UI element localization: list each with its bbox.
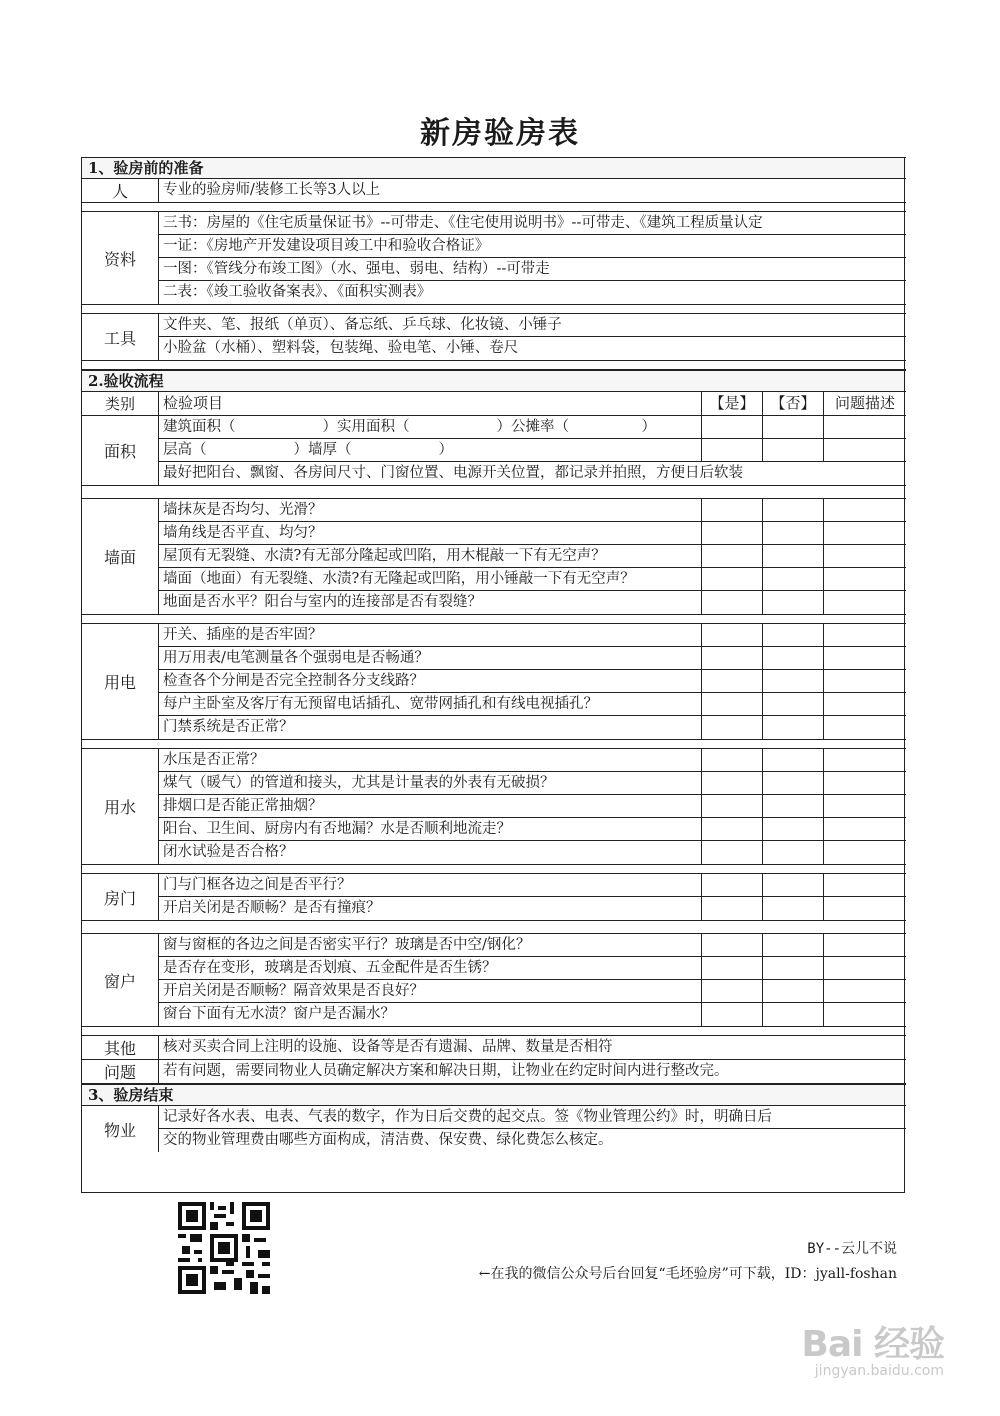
table-row: 排烟口是否能正常抽烟？ bbox=[159, 795, 906, 818]
section-3-title: 3、验房结束 bbox=[82, 1084, 906, 1106]
yes-cell[interactable] bbox=[701, 980, 762, 1002]
table-row: 开启关闭是否顺畅？是否有撞痕？ bbox=[159, 897, 906, 920]
divider bbox=[82, 305, 906, 314]
table-row: 检查各个分闸是否完全控制各分支线路？ bbox=[159, 670, 906, 693]
desc-cell[interactable] bbox=[823, 934, 906, 956]
tools-line: 小脸盆（水桶）、塑料袋，包装绳、验电笔、小锤、卷尺 bbox=[163, 340, 519, 356]
issue-block bbox=[82, 1060, 906, 1084]
yes-cell[interactable] bbox=[701, 693, 762, 715]
watermark-url: jingyan.baidu.com bbox=[814, 1363, 944, 1379]
yes-cell[interactable] bbox=[701, 568, 762, 590]
property-label: 物业 bbox=[82, 1106, 159, 1152]
table-header bbox=[82, 392, 906, 416]
table-row: 屋顶有无裂缝、水渍?有无部分隆起或凹陷，用木棍敲一下有无空声？ bbox=[159, 545, 906, 568]
window-label: 窗户 bbox=[82, 934, 159, 1026]
water-block bbox=[82, 749, 906, 865]
table-row: 煤气（暖气）的管道和接头，尤其是计量表的外表有无破损？ bbox=[159, 772, 906, 795]
divider bbox=[82, 486, 906, 499]
table-row: 闭水试验是否合格？ bbox=[159, 841, 906, 864]
desc-cell[interactable] bbox=[823, 568, 906, 590]
author-credit: BY--云儿不说 bbox=[807, 1241, 897, 1257]
water-label: 用水 bbox=[82, 749, 159, 864]
no-cell[interactable] bbox=[762, 591, 823, 614]
no-cell[interactable] bbox=[762, 670, 823, 692]
table-row: 窗台下面有无水渍？窗户是否漏水？ bbox=[159, 1003, 906, 1026]
docs-line: 三书：房屋的《住宅质量保证书》--可带走、《住宅使用说明书》--可带走、《建筑工程质量认定 bbox=[159, 212, 906, 235]
yes-cell[interactable] bbox=[701, 439, 762, 461]
table-row: 开关、插座的是否牢固？ bbox=[159, 624, 906, 647]
property-line: 记录好各水表、电表、气表的数字，作为日后交费的起交点。签《物业管理公约》时，明确日后 bbox=[159, 1106, 906, 1129]
docs-label: 资料 bbox=[82, 212, 159, 304]
no-cell[interactable] bbox=[762, 980, 823, 1002]
section-1-title: 1、验房前的准备 bbox=[82, 157, 906, 179]
tools-label: 工具 bbox=[82, 314, 159, 360]
no-cell[interactable] bbox=[762, 874, 823, 896]
other-text: 核对买卖合同上注明的设施、设备等是否有遗漏、品牌、数量是否相符 bbox=[163, 1039, 613, 1055]
divider bbox=[82, 740, 906, 749]
property-block bbox=[82, 1106, 906, 1152]
desc-cell[interactable] bbox=[823, 499, 906, 521]
watermark-logo: Bai 经验 bbox=[801, 1324, 944, 1365]
no-cell[interactable] bbox=[762, 749, 823, 771]
door-block bbox=[82, 874, 906, 921]
desc-cell[interactable] bbox=[823, 957, 906, 979]
desc-cell[interactable] bbox=[823, 749, 906, 771]
no-cell[interactable] bbox=[762, 693, 823, 715]
docs-line: 一证：《房地产开发建设项目竣工中和验收合格证》 bbox=[159, 235, 906, 258]
divider bbox=[82, 615, 906, 624]
area-label: 面积 bbox=[82, 416, 159, 485]
desc-cell[interactable] bbox=[823, 795, 906, 817]
table-row: 层高（ ）墙厚（ ） bbox=[159, 439, 906, 462]
yes-cell[interactable] bbox=[701, 1003, 762, 1026]
other-label: 其他 bbox=[82, 1036, 159, 1059]
issue-text: 若有问题，需要同物业人员确定解决方案和解决日期，让物业在约定时间内进行整改完。 bbox=[163, 1063, 729, 1079]
table-row: 门禁系统是否正常？ bbox=[159, 716, 906, 739]
desc-cell[interactable] bbox=[823, 545, 906, 567]
no-cell[interactable] bbox=[762, 1003, 823, 1026]
divider bbox=[82, 865, 906, 874]
no-cell[interactable] bbox=[762, 439, 823, 461]
yes-cell[interactable] bbox=[701, 591, 762, 614]
desc-cell[interactable] bbox=[823, 591, 906, 614]
desc-cell[interactable] bbox=[823, 416, 906, 438]
tools-line: 文件夹、笔、报纸（单页）、备忘纸、乒乓球、化妆镜、小锤子 bbox=[159, 314, 906, 337]
desc-cell[interactable] bbox=[823, 818, 906, 840]
table-row: 是否存在变形，玻璃是否划痕、五金配件是否生锈？ bbox=[159, 957, 906, 980]
page-title: 新房验房表 bbox=[420, 116, 580, 151]
yes-cell[interactable] bbox=[701, 957, 762, 979]
table-row: 阳台、卫生间、厨房内有否地漏？水是否顺利地流走？ bbox=[159, 818, 906, 841]
wall-block bbox=[82, 499, 906, 615]
table-row: 每户主卧室及客厅有无预留电话插孔、宽带网插孔和有线电视插孔？ bbox=[159, 693, 906, 716]
yes-cell[interactable] bbox=[701, 624, 762, 646]
no-cell[interactable] bbox=[762, 934, 823, 956]
yes-cell[interactable] bbox=[701, 795, 762, 817]
table-row: 开启关闭是否顺畅？隔音效果是否良好？ bbox=[159, 980, 906, 1003]
no-cell[interactable] bbox=[762, 772, 823, 794]
no-cell[interactable] bbox=[762, 647, 823, 669]
desc-cell[interactable] bbox=[823, 772, 906, 794]
yes-cell[interactable] bbox=[701, 841, 762, 864]
docs-line: 一图：《管线分布竣工图》（水、强电、弱电、结构）--可带走 bbox=[159, 258, 906, 281]
no-cell[interactable] bbox=[762, 624, 823, 646]
yes-cell[interactable] bbox=[701, 670, 762, 692]
no-cell[interactable] bbox=[762, 957, 823, 979]
window-block bbox=[82, 934, 906, 1027]
section-2-title: 2.验收流程 bbox=[82, 370, 906, 392]
yes-cell[interactable] bbox=[701, 818, 762, 840]
table-row: 墙角线是否平直、均匀？ bbox=[159, 522, 906, 545]
desc-cell[interactable] bbox=[823, 980, 906, 1002]
no-cell[interactable] bbox=[762, 545, 823, 567]
no-cell[interactable] bbox=[762, 795, 823, 817]
no-cell[interactable] bbox=[762, 522, 823, 544]
no-cell[interactable] bbox=[762, 499, 823, 521]
divider bbox=[82, 203, 906, 212]
yes-cell[interactable] bbox=[701, 545, 762, 567]
divider bbox=[82, 361, 906, 370]
header-yes: 【是】 bbox=[701, 392, 762, 415]
no-cell[interactable] bbox=[762, 897, 823, 920]
yes-cell[interactable] bbox=[701, 416, 762, 438]
table-row: 墙面（地面）有无裂缝、水渍?有无隆起或凹陷，用小锤敲一下有无空声？ bbox=[159, 568, 906, 591]
person-text: 专业的验房师/装修工长等3人以上 bbox=[163, 182, 381, 198]
area-block bbox=[82, 416, 906, 486]
docs-block bbox=[82, 212, 906, 305]
person-block bbox=[82, 179, 906, 203]
table-row: 墙抹灰是否均匀、光滑？ bbox=[159, 499, 906, 522]
header-category: 类别 bbox=[82, 392, 159, 415]
header-description: 问题描述 bbox=[823, 392, 906, 415]
header-item: 检验项目 bbox=[163, 394, 224, 412]
yes-cell[interactable] bbox=[701, 749, 762, 771]
desc-cell[interactable] bbox=[823, 647, 906, 669]
electric-block bbox=[82, 624, 906, 740]
table-row: 窗与窗框的各边之间是否密实平行？玻璃是否中空/钢化？ bbox=[159, 934, 906, 957]
area-note: 最好把阳台、飘窗、各房间尺寸、门窗位置、电源开关位置，都记录并拍照，方便日后软装 bbox=[163, 465, 743, 481]
desc-cell[interactable] bbox=[823, 874, 906, 896]
yes-cell[interactable] bbox=[701, 522, 762, 544]
desc-cell[interactable] bbox=[823, 439, 906, 461]
property-line: 交的物业管理费由哪些方面构成，清洁费、保安费、绿化费怎么核定。 bbox=[163, 1132, 613, 1148]
yes-cell[interactable] bbox=[701, 772, 762, 794]
desc-cell[interactable] bbox=[823, 670, 906, 692]
divider bbox=[82, 921, 906, 934]
qr-code-icon bbox=[178, 1202, 270, 1294]
tools-block bbox=[82, 314, 906, 361]
table-row: 用万用表/电笔测量各个强弱电是否畅通？ bbox=[159, 647, 906, 670]
yes-cell[interactable] bbox=[701, 647, 762, 669]
desc-cell[interactable] bbox=[823, 624, 906, 646]
header-no: 【否】 bbox=[762, 392, 823, 415]
yes-cell[interactable] bbox=[701, 716, 762, 739]
wall-label: 墙面 bbox=[82, 499, 159, 614]
table-row: 地面是否水平？阳台与室内的连接部是否有裂缝？ bbox=[159, 591, 906, 614]
table-row: 水压是否正常？ bbox=[159, 749, 906, 772]
electric-label: 用电 bbox=[82, 624, 159, 739]
no-cell[interactable] bbox=[762, 568, 823, 590]
desc-cell[interactable] bbox=[823, 716, 906, 739]
no-cell[interactable] bbox=[762, 416, 823, 438]
person-label: 人 bbox=[82, 179, 159, 202]
desc-cell[interactable] bbox=[823, 897, 906, 920]
download-note: ←在我的微信公众号后台回复“毛坯验房”可下载，ID：jyall-foshan bbox=[478, 1266, 897, 1282]
baidu-watermark bbox=[754, 1316, 944, 1379]
door-label: 房门 bbox=[82, 874, 159, 920]
desc-cell[interactable] bbox=[823, 522, 906, 544]
yes-cell[interactable] bbox=[701, 934, 762, 956]
desc-cell[interactable] bbox=[823, 693, 906, 715]
divider bbox=[82, 1027, 906, 1036]
other-block bbox=[82, 1036, 906, 1060]
yes-cell[interactable] bbox=[701, 897, 762, 920]
desc-cell[interactable] bbox=[823, 1003, 906, 1026]
yes-cell[interactable] bbox=[701, 499, 762, 521]
table-row: 门与门框各边之间是否平行？ bbox=[159, 874, 906, 897]
no-cell[interactable] bbox=[762, 841, 823, 864]
inspection-form bbox=[82, 157, 906, 1152]
no-cell[interactable] bbox=[762, 818, 823, 840]
issue-label: 问题 bbox=[82, 1060, 159, 1083]
desc-cell[interactable] bbox=[823, 841, 906, 864]
table-row: 建筑面积（ ）实用面积（ ）公摊率（ ） bbox=[159, 416, 906, 439]
docs-line: 二表：《竣工验收备案表》、《面积实测表》 bbox=[163, 284, 432, 300]
yes-cell[interactable] bbox=[701, 874, 762, 896]
no-cell[interactable] bbox=[762, 716, 823, 739]
